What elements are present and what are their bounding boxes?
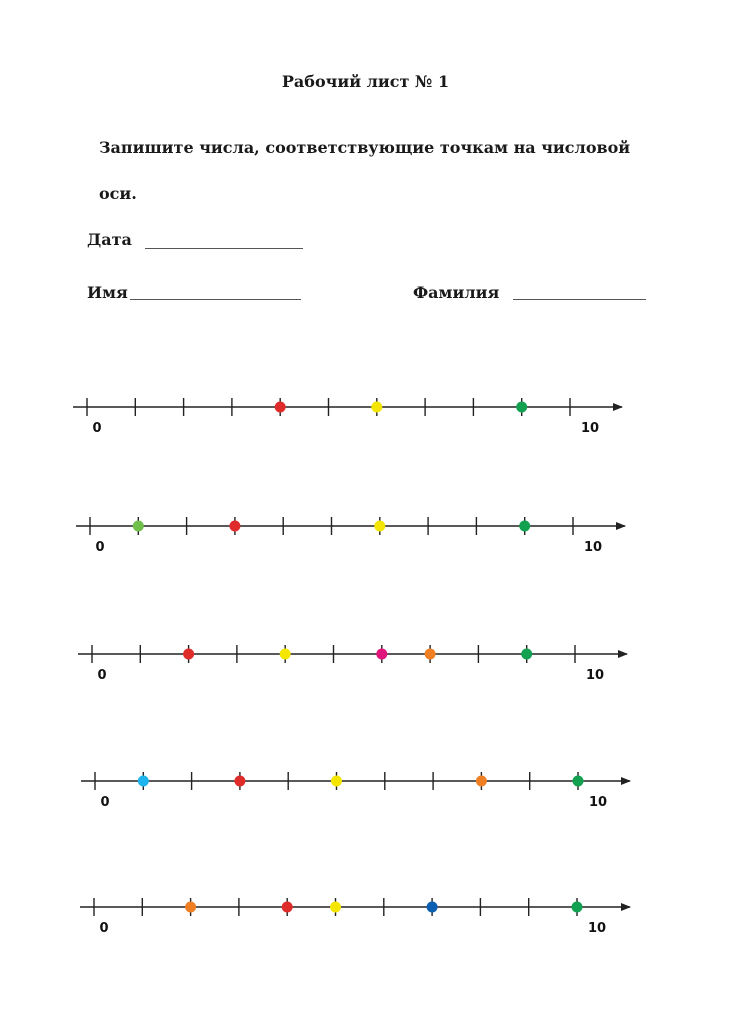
point-marker — [371, 402, 382, 413]
point-marker — [476, 776, 487, 787]
number-line-2 — [76, 517, 625, 555]
tick-label-start: 0 — [95, 540, 105, 555]
point-marker — [282, 902, 293, 913]
tick-label-end: 10 — [585, 668, 605, 683]
tick-label-start: 0 — [92, 421, 102, 436]
point-marker — [138, 776, 149, 787]
point-marker — [519, 521, 530, 532]
tick-label-end: 10 — [583, 540, 603, 555]
tick-label-start: 0 — [99, 921, 109, 936]
point-marker — [374, 521, 385, 532]
point-marker — [572, 902, 583, 913]
point-marker — [427, 902, 438, 913]
point-marker — [234, 776, 245, 787]
tick-label-end: 10 — [588, 795, 608, 810]
worksheet-title: Рабочий лист № 1 — [281, 72, 450, 91]
point-marker — [280, 649, 291, 660]
number-line-5 — [80, 898, 630, 936]
point-marker — [331, 776, 342, 787]
tick-label-end: 10 — [587, 921, 607, 936]
tick-label-end: 10 — [580, 421, 600, 436]
instruction-line-1: Запишите числа, соответствующие точкам на числовой — [99, 138, 631, 157]
point-marker — [376, 649, 387, 660]
name-label: Имя — [87, 283, 128, 302]
point-marker — [275, 402, 286, 413]
point-marker — [229, 521, 240, 532]
point-marker — [185, 902, 196, 913]
point-marker — [330, 902, 341, 913]
tick-label-start: 0 — [97, 668, 107, 683]
number-line-3 — [78, 645, 627, 683]
point-marker — [516, 402, 527, 413]
point-marker — [183, 649, 194, 660]
tick-label-start: 0 — [100, 795, 110, 810]
number-line-4 — [81, 772, 630, 810]
date-label: Дата — [87, 230, 132, 249]
point-marker — [425, 649, 436, 660]
number-line-1 — [73, 398, 622, 436]
point-marker — [521, 649, 532, 660]
point-marker — [133, 521, 144, 532]
instruction-line-2: оси. — [99, 184, 137, 203]
point-marker — [573, 776, 584, 787]
surname-label: Фамилия — [413, 283, 500, 302]
